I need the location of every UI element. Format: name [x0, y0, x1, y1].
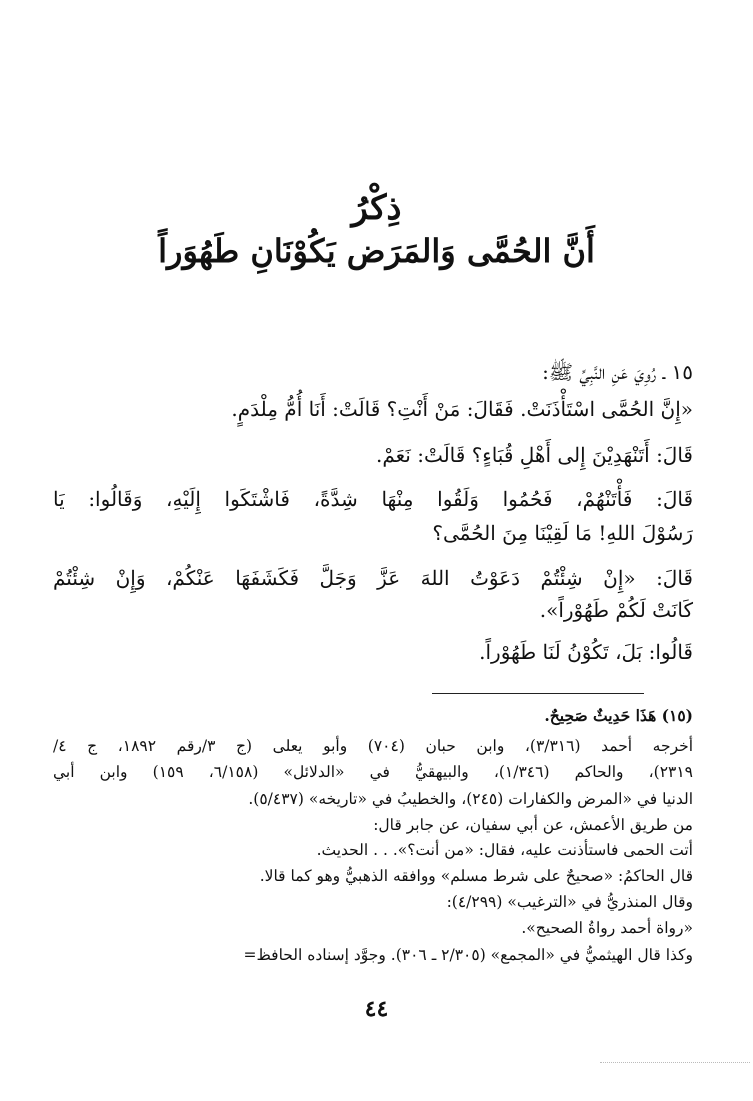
scan-artifact-dots: [600, 1062, 750, 1063]
footnote-heading: (١٥) هَذَا حَدِيثٌ صَحِيحٌ.: [544, 706, 693, 725]
hadith-text-line: قَالَ: «إِنْ شِئْتُمْ دَعَوْتُ اللهَ عَزَّ وَجَلَّ فَكَشَفَهَا عَنْكُمْ، وَإِنْ شِئْتُمْ: [53, 566, 693, 590]
footnote-line: من طريق الأعمش، عن أبي سفيان، عن جابر قال:: [373, 816, 693, 834]
footnote-line: أخرجه أحمد (٣/٣١٦)، وابن حبان (٧٠٤) وأبو يعلى (ج ٣/رقم ١٨٩٢، ج ٤/: [53, 737, 694, 755]
hadith-text-line: قَالُوا: بَلَ، تَكُوْنُ لَنَا طَهُوْراً.: [479, 640, 693, 664]
footnote-line: «رواة أحمد رواةُ الصحيح».: [521, 919, 693, 937]
footnote-line: الدنيا في «المرض والكفارات (٢٤٥)، والخطيبُ في «تاريخه» (٥/٤٣٧).: [248, 790, 693, 808]
chapter-title: ذِكْرُ: [351, 188, 402, 228]
footnote-line: أتت الحمى فاستأذنت عليه، فقال: «من أنت؟». . . الحديث.: [316, 841, 693, 859]
page-number: ٤٤: [364, 996, 389, 1022]
hadith-text-line: قَالَ: أَتَنْهَدِيْنَ إِلى أَهْلِ قُبَاءٍ؟ قَالَتْ: نَعَمْ.: [375, 443, 693, 467]
chapter-subtitle: أَنَّ الحُمَّى وَالمَرَض يَكُوْنَانِ طَهُوَراً: [158, 232, 595, 270]
hadith-text-line: كَانَتْ لَكُمْ طَهُوْراً».: [539, 598, 693, 622]
hadith-number-line: ١٥ ـ رُوِيَ عَنِ النَّبِيِّ ﷺ:: [542, 360, 693, 384]
hadith-text-line: قَالَ: فَأْتَنْهُمْ، فَحُمُوا وَلَقُوا مِنْهَا شِدَّةً، فَاشْتَكَوا إِلَيْهِ، وَقَالُوا: يَا: [53, 487, 693, 511]
footnote-line: ٢٣١٩)، والحاكم (١/٣٤٦)، والبيهقيُّ في «الدلائل» (٦/١٥٨، ١٥٩) وابن أبي: [53, 763, 693, 781]
footnote-line: وكذا قال الهيثميُّ في «المجمع» (٢/٣٠٥ ـ ٣٠٦). وجوَّد إسناده الحافظ=: [243, 946, 693, 964]
footnote-line: وقال المنذريُّ في «الترغيب» (٤/٢٩٩):: [446, 893, 693, 911]
hadith-text-line: رَسُوْلَ اللهِ! مَا لَقِيْنَا مِنَ الحُمَّى؟: [432, 521, 693, 545]
hadith-text-line: «إِنَّ الحُمَّى اسْتَأْذَنَتْ. فَقَالَ: مَنْ أَنْتِ؟ قَالَتْ: أَنَا أُمُّ مِلْدَمٍ.: [231, 397, 693, 421]
footnote-line: قال الحاكمُ: «صحيحٌ على شرط مسلم» ووافقه الذهبيُّ وهو كما قالا.: [259, 867, 693, 885]
footnote-separator: [432, 693, 644, 694]
